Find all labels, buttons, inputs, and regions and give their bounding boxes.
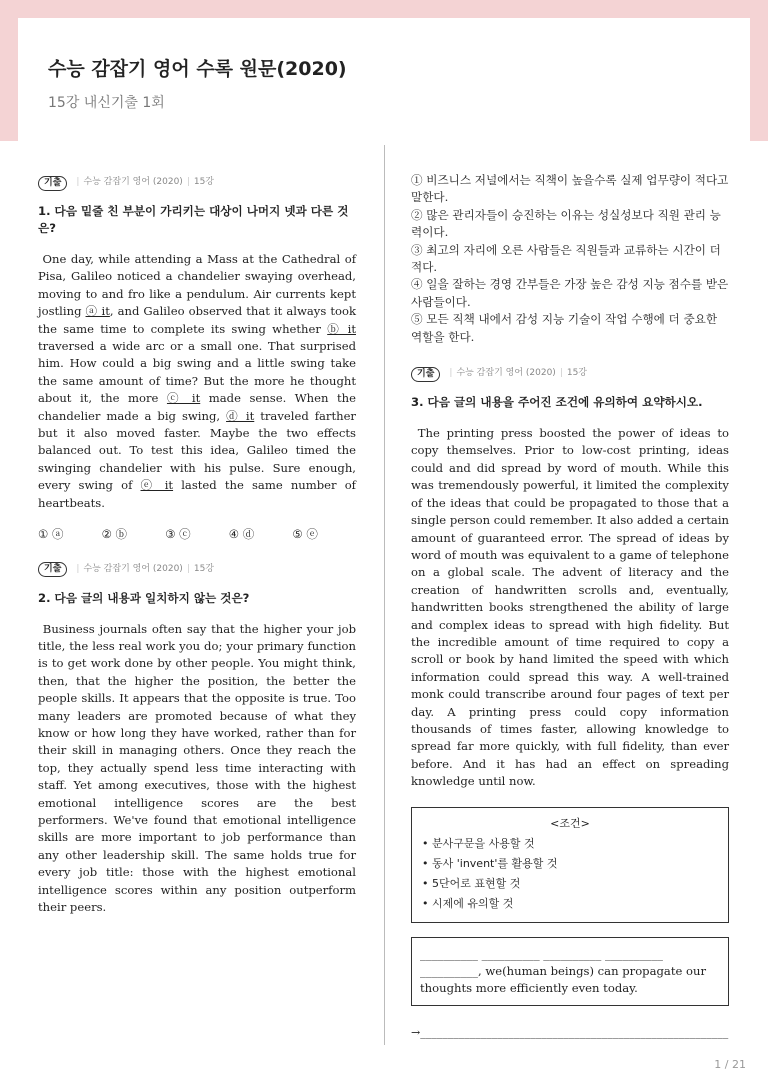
question-tag: 기출 [38, 176, 67, 191]
right-column [411, 172, 729, 1041]
choice-3[interactable]: ③ ⓒ [165, 527, 191, 542]
choice-1[interactable]: ① ⓐ [38, 527, 64, 542]
choice-2[interactable]: ② ⓑ [101, 527, 128, 542]
question-3-passage: The printing press boosted the power of ideas to copy themselves. Prior to low-cost printing, ideas could and did spread by word of mouth. While this was tremendously powerful, it limited the complexity of the ideas that could be propagated to those that a single person could remember. It also added a certain amount of guaranteed error. The spread of ideas by word of mouth was equivalent to a game of telephone on a global scale. The advent of literacy and the creation of handwritten scrolls and, eventually, handwritten books strengthened the ability of large and complex ideas to spread with high fidelity. But the incredible amount of time required to copy a scroll or book by hand limited the speed with which information could spread this way. A well-trained monk could transcribe around four pages of text per day. A printing press could copy information thousands of times faster, allowing knowledge to spread far more quickly, with full fidelity, than ever before. And it has had an effect on spreading knowledge until now. [411, 426, 730, 789]
summary-blank-box[interactable] [411, 937, 729, 1006]
page-number: 1 / 21 [714, 1058, 746, 1071]
question-lesson: 15강 [193, 563, 215, 574]
question-3-tag-row: 기출 | 수능 감잡기 영어 (2020) | 15강 [411, 366, 729, 382]
question-1-passage: One day, while attending a Mass at the Cathedral of Pisa, Galileo noticed a chandelier swaying overhead, moving to and fro like a pendulum. Air currents kept jostling ⓐ it, and Galileo observed that it always took the same time to complete its swing whether ⓑ it traversed a wide arc or a small one. That surprised him. How could a big swing and a little swing take the same amount of time? But the more he thought about it, the more ⓒ it made sense. When the chandelier made a big swing, ⓓ it traveled farther but it also moved faster. Maybe the two effects balanced out. To test this idea, Galileo timed the swinging chandelier with his pulse. Sure enough, every swing of ⓔ it lasted the same number of heartbeats. [38, 252, 356, 510]
question-1-title: 1. 다음 밑줄 친 부분이 가리키는 대상이 나머지 넷과 다른 것은? [38, 204, 349, 235]
option-2[interactable]: ② 많은 관리자들이 승진하는 이유는 성실성보다 직원 관리 능력이다. [411, 207, 721, 240]
choice-4[interactable]: ④ ⓓ [228, 527, 255, 542]
condition-item: • 분사구문을 사용할 것 [422, 834, 718, 854]
page-subtitle: 15강 내신기출 1회 [48, 95, 165, 111]
answer-line[interactable]: →________________________________________________________ [411, 1025, 729, 1039]
underline-c: ⓒ it [166, 391, 201, 406]
conditions-title: <조건> [550, 816, 590, 830]
choice-5[interactable]: ⑤ ⓔ [292, 527, 318, 542]
question-1-tag-row: 기출 | 수능 감잡기 영어 (2020) | 15강 [38, 175, 356, 191]
question-source: 수능 감잡기 영어 (2020) [83, 177, 183, 188]
option-4[interactable]: ④ 일을 잘하는 경영 간부들은 가장 높은 감성 지능 점수를 받은 사람들이다. [411, 277, 729, 309]
underline-b: ⓑ it [327, 321, 356, 336]
option-3[interactable]: ③ 최고의 자리에 오른 사람들은 직원들과 교류하는 시간이 더 적다. [411, 242, 721, 275]
condition-item: • 시제에 유의할 것 [422, 894, 718, 914]
underline-d: ⓓ it [226, 408, 255, 423]
option-5[interactable]: ⑤ 모든 직책 내에서 감성 지능 기술이 작업 수행에 더 중요한 역할을 한다. [411, 312, 718, 344]
page-title: 수능 감잡기 영어 수록 원문(2020) [48, 58, 347, 80]
question-2-passage: Business journals often say that the higher your job title, the less real work you do; your primary function is to get work done by other people. You might think, then, that the higher the position, the better the people skills. It appears that the opposite is true. Too many leaders are promoted because of what they know or how long they have worked, rather than for their skill in managing others. Once they reach the top, they actually spend less time interacting with staff. Yet among executives, those with the highest emotional intelligence scores are the best performers. We've found that emotional intelligence skills are more important to job performance than any other leadership skill. The same holds true for every job title: those with the highest emotional intelligence scores within any position outperform their peers. [38, 621, 356, 914]
question-1-choices [38, 526, 356, 543]
option-1[interactable]: ① 비즈니스 저널에서는 직책이 높을수록 실제 업무량이 적다고 말한다. [411, 173, 729, 205]
question-tag: 기출 [38, 562, 67, 577]
underline-a: ⓐ it [85, 304, 110, 319]
question-lesson: 15강 [193, 177, 215, 188]
conditions-box [411, 807, 729, 923]
column-divider [384, 145, 385, 1045]
blank-line-1: __________ __________ __________ __________ [420, 946, 663, 961]
underline-e: ⓔ it [140, 478, 174, 493]
question-tag: 기출 [411, 367, 440, 382]
question-source: 수능 감잡기 영어 (2020) [456, 368, 556, 379]
question-lesson: 15강 [566, 368, 588, 379]
question-2-tag-row: 기출 | 수능 감잡기 영어 (2020) | 15강 [38, 562, 356, 578]
question-3-title: 3. 다음 글의 내용을 주어진 조건에 유의하여 요약하시오. [411, 395, 703, 410]
condition-item: • 동사 'invent'를 활용할 것 [422, 854, 718, 874]
question-2-options [411, 172, 729, 346]
question-2-title: 2. 다음 글의 내용과 일치하지 않는 것은? [38, 590, 250, 605]
left-column [38, 175, 356, 916]
condition-item: • 5단어로 표현할 것 [422, 874, 718, 894]
question-source: 수능 감잡기 영어 (2020) [83, 563, 183, 574]
blank-line-2: __________, we(human beings) can propagate our thoughts more efficiently even today. [420, 963, 707, 995]
